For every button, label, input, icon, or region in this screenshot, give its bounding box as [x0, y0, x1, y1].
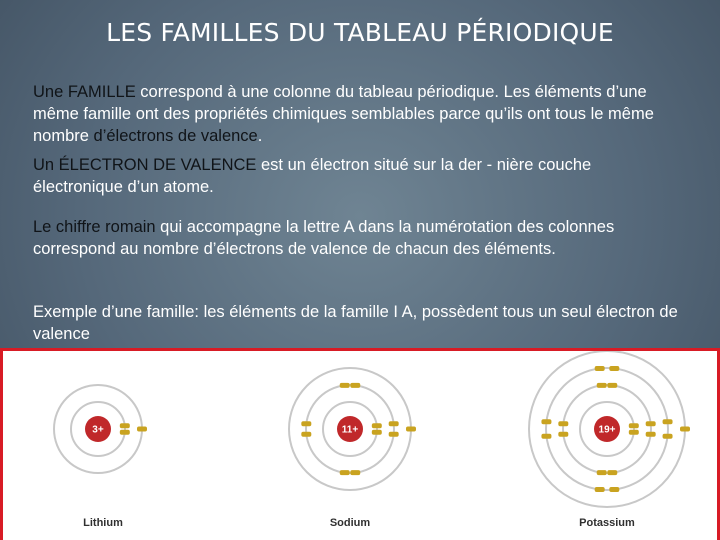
electron: [137, 427, 147, 432]
electron: [541, 419, 551, 424]
electron: [607, 470, 617, 475]
bohr-diagram-panel: [0, 348, 720, 540]
electron: [646, 432, 656, 437]
electron: [120, 423, 130, 428]
electron: [340, 470, 350, 475]
page-title: LES FAMILLES DU TABLEAU PÉRIODIQUE: [106, 18, 614, 47]
electron: [629, 430, 639, 435]
term-chiffre-romain: Le chiffre romain: [33, 218, 156, 236]
term-electrons-valence: d’électrons de valence: [93, 127, 258, 145]
electron: [350, 383, 360, 388]
atom-label: Sodium: [329, 517, 371, 529]
atom-label: Potassium: [579, 517, 635, 529]
electron: [372, 430, 382, 435]
electron: [663, 434, 673, 439]
electron: [597, 470, 607, 475]
electron: [340, 383, 350, 388]
electron: [597, 383, 607, 388]
text: correspond à une colonne du tableau périodique. Les éléments d’une même famille ont des propriétés chimiques semblables parce qu’ils ont tous le même nombre: [33, 83, 654, 145]
paragraph-famille: [33, 81, 683, 147]
text: .: [257, 127, 263, 145]
electron: [646, 421, 656, 426]
nucleus-charge: 19+: [598, 424, 616, 436]
electron: [558, 421, 568, 426]
atom-label: Lithium: [83, 517, 123, 529]
electron: [609, 487, 619, 492]
atom-potassium: [529, 351, 690, 529]
electron: [595, 366, 605, 371]
text: est un électron situé sur la der - nière couche électronique d’un atome.: [33, 156, 592, 196]
electron: [609, 366, 619, 371]
term-electron-valence: Un ÉLECTRON DE VALENCE: [33, 156, 257, 174]
electron: [389, 421, 399, 426]
electron: [663, 419, 673, 424]
atom-sodium: [289, 368, 416, 529]
nucleus-charge: 11+: [341, 424, 359, 436]
bohr-diagrams: [3, 351, 717, 540]
paragraph-electron-valence: [33, 154, 683, 198]
electron: [541, 434, 551, 439]
electron: [406, 427, 416, 432]
paragraph-exemple: Exemple d’une famille: les éléments de la famille I A, possèdent tous un seul électron de valence: [33, 303, 678, 343]
electron: [607, 383, 617, 388]
electron: [301, 432, 311, 437]
text: qui accompagne la lettre A dans la numérotation des colonnes correspond au nombre d’électrons de valence de chacun des éléments.: [33, 218, 615, 258]
electron: [350, 470, 360, 475]
electron: [301, 421, 311, 426]
atom-lithium: [54, 385, 147, 529]
electron: [389, 432, 399, 437]
electron: [120, 430, 130, 435]
electron: [629, 423, 639, 428]
electron: [680, 427, 690, 432]
paragraph-chiffre-romain: [33, 216, 683, 260]
nucleus-charge: 3+: [92, 424, 104, 436]
electron: [595, 487, 605, 492]
electron: [372, 423, 382, 428]
term-famille: Une FAMILLE: [33, 83, 136, 101]
electron: [558, 432, 568, 437]
